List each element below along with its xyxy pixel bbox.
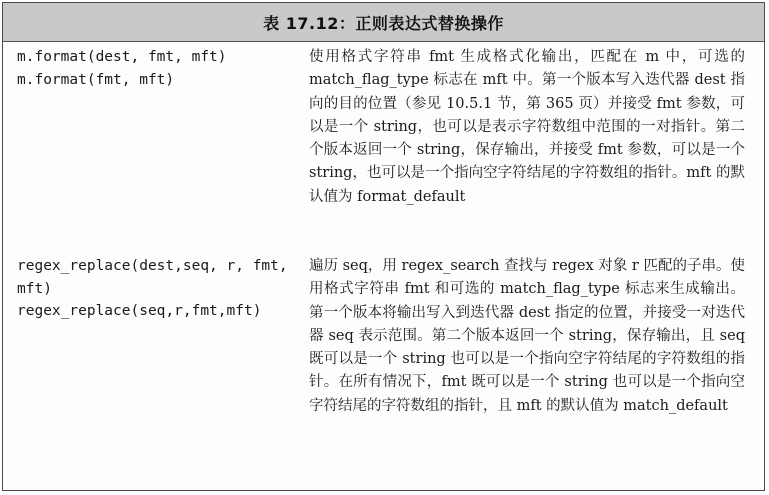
regex-replace-table — [2, 2, 765, 491]
function-signature: regex_replace(dest,seq, r, fmt, mft) — [17, 258, 297, 297]
table-caption: 表 17.12：正则表达式替换操作 — [3, 3, 764, 42]
signature-cell — [3, 251, 295, 488]
function-signature: m.format(fmt, mft) — [17, 71, 175, 88]
description-cell — [295, 251, 755, 488]
table-row — [3, 42, 764, 251]
function-signature: m.format(dest, fmt, mft) — [17, 49, 227, 65]
signature-cell — [3, 42, 295, 251]
function-description: 遍历 seq，用 regex_search 查找与 regex 对象 r 匹配的子串。使用格式字符串 fmt 和可选的 match_flag_type 标志来生成输出。第一个版本将输出写入到迭代器 dest 指定的位置，并接受一对迭代器 seq 表示范围。第二个版本返回一个 string，保存输出，且 seq 既可以是一个 string 也可以是一个指向空字符结尾的字符数组的指针。在所有情况下，fmt 既可以是一个 string 也可以是一个指向空字符结尾的字符数组的指针，且 mft 的默认值为 match_default — [309, 258, 745, 414]
function-description: 使用格式字符串 fmt 生成格式化输出，匹配在 m 中，可选的 match_flag_type 标志在 mft 中。第一个版本写入迭代器 dest 指向的目的位置（参见 10.5.1 节，第 365 页）并接受 fmt 参数，可以是一个 string，也可以是表示字符数组中范围的一对指针。第二个版本返回一个 string，保存输出，并接受 fmt 参数，可以是一个 string，也可以是一个指向空字符结尾的字符数组的指针。mft 的默认值为 format_default — [309, 49, 745, 205]
function-signature: regex_replace(seq,r,fmt,mft) — [17, 303, 262, 319]
table-row — [3, 251, 764, 488]
description-cell — [295, 42, 755, 251]
